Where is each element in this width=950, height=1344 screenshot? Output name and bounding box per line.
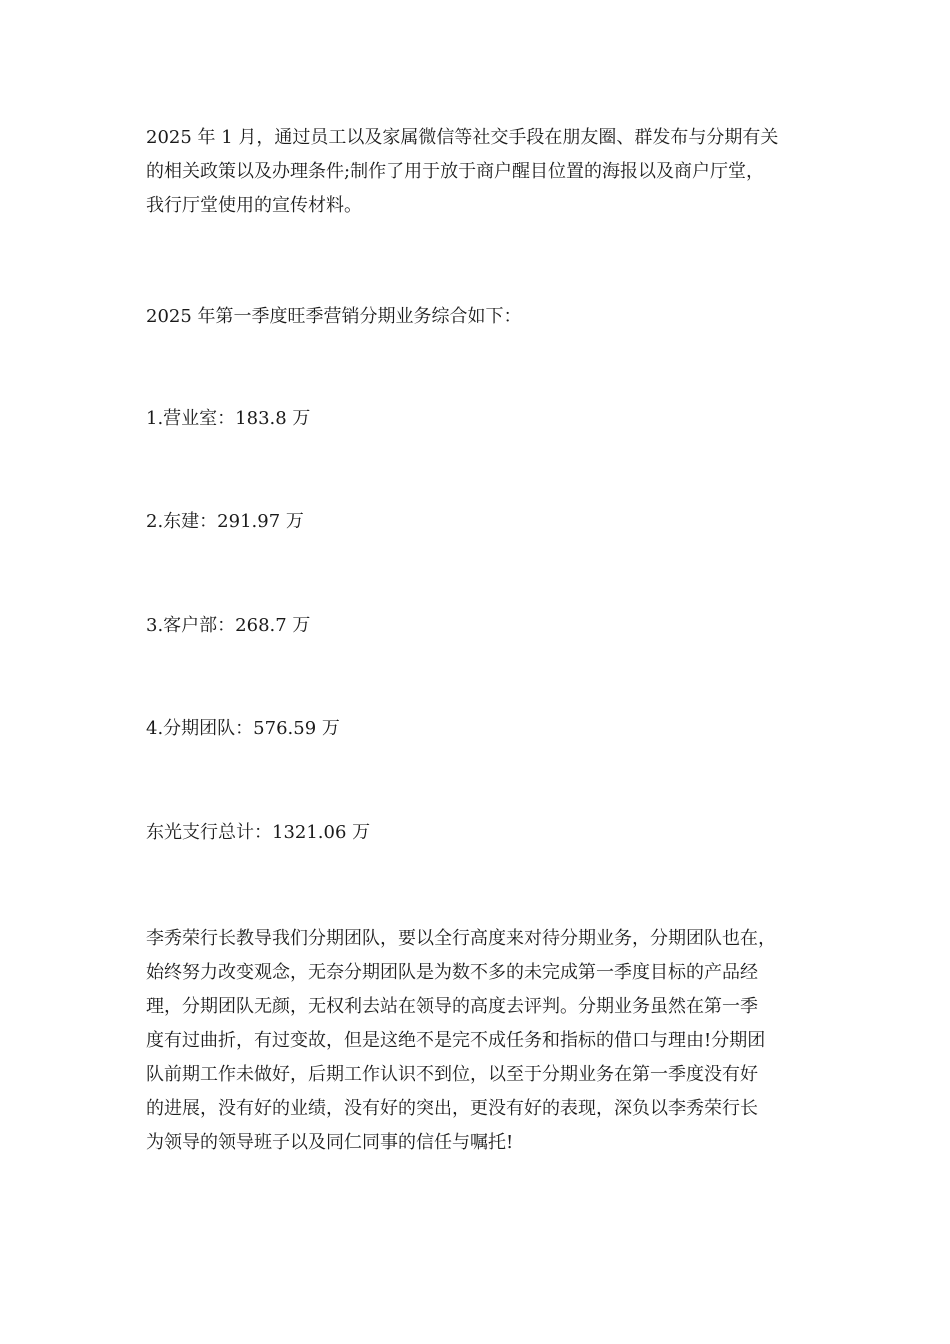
- closing-line: 为领导的领导班子以及同仁同事的信任与嘱托!: [146, 1132, 514, 1153]
- closing-line: 李秀荣行长教导我们分期团队，要以全行高度来对待分期业务，分期团队也在，: [146, 928, 776, 949]
- summary-item-customer-dept: 3.客户部：268.7 万: [146, 615, 311, 636]
- summary-item-dongjian: 2.东建：291.97 万: [146, 511, 304, 532]
- closing-line: 度有过曲折，有过变故，但是这绝不是完不成任务和指标的借口与理由!分期团: [146, 1030, 766, 1051]
- intro-line: 2025 年 1 月，通过员工以及家属微信等社交手段在朋友圈、群发布与分期有关: [146, 127, 779, 148]
- closing-line: 理，分期团队无颜，无权利去站在领导的高度去评判。分期业务虽然在第一季: [146, 996, 758, 1017]
- closing-line: 的进展，没有好的业绩，没有好的突出，更没有好的表现，深负以李秀荣行长: [146, 1098, 758, 1119]
- intro-paragraph: [146, 121, 816, 223]
- closing-line: 队前期工作未做好，后期工作认识不到位，以至于分期业务在第一季度没有好: [146, 1064, 758, 1085]
- summary-heading: 2025 年第一季度旺季营销分期业务综合如下：: [146, 306, 522, 327]
- intro-line: 的相关政策以及办理条件;制作了用于放于商户醒目位置的海报以及商户厅堂，: [146, 161, 765, 182]
- summary-item-installment-team: 4.分期团队：576.59 万: [146, 718, 340, 739]
- branch-total: 东光支行总计：1321.06 万: [146, 822, 371, 843]
- summary-item-business-office: 1.营业室：183.8 万: [146, 408, 311, 429]
- intro-line: 我行厅堂使用的宣传材料。: [146, 195, 362, 216]
- closing-paragraph: [146, 922, 816, 1160]
- closing-line: 始终努力改变观念，无奈分期团队是为数不多的未完成第一季度目标的产品经: [146, 962, 758, 983]
